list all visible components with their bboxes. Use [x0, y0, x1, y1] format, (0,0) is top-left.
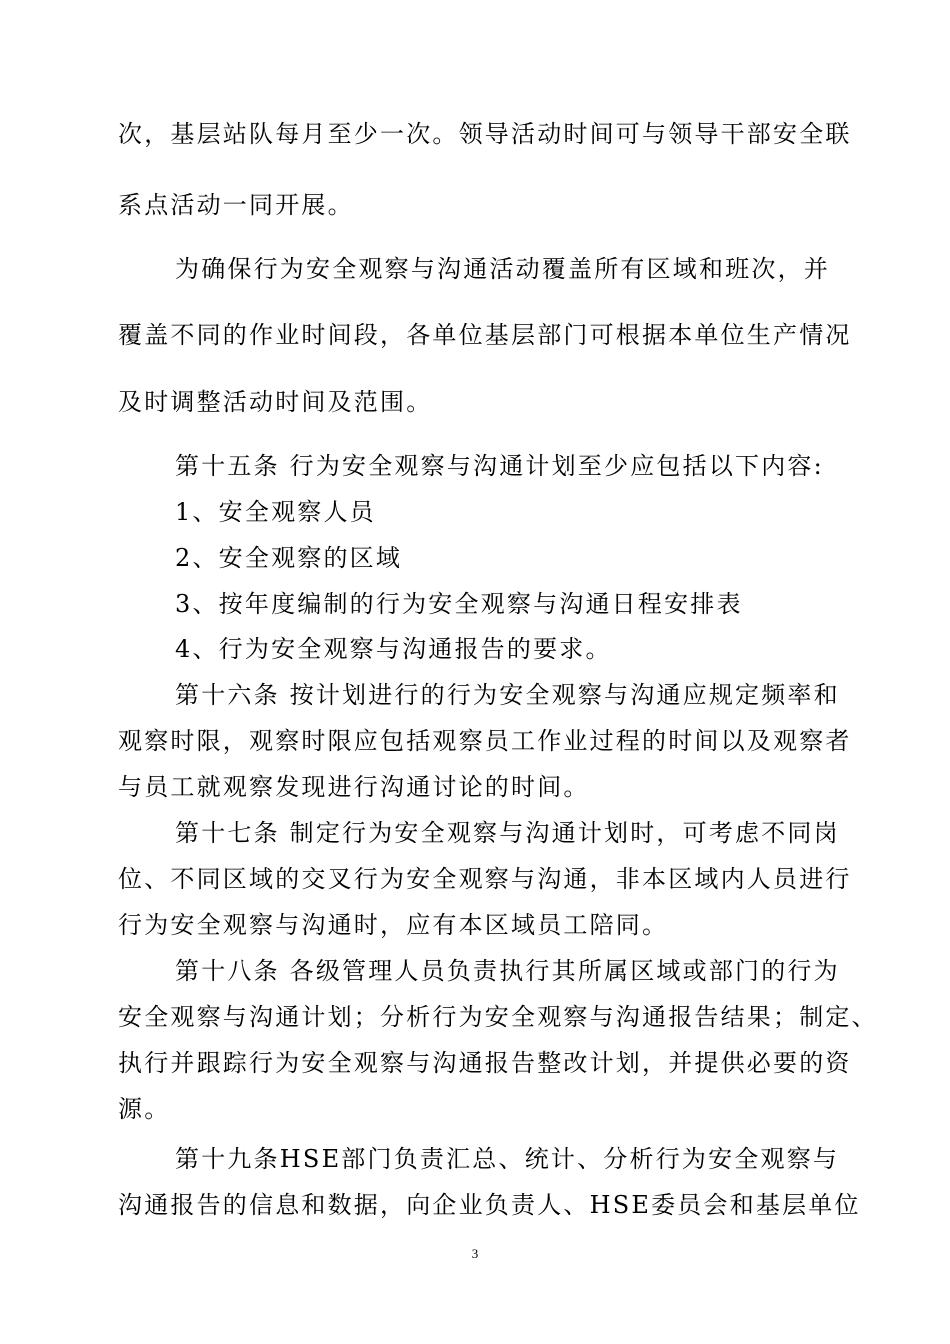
text-line: 安全观察与沟通计划；分析行为安全观察与沟通报告结果；制定、 [118, 1003, 878, 1031]
text-line: 源。 [118, 1095, 171, 1123]
text-line: 第十八条 各级管理人员负责执行其所属区域或部门的行为 [175, 957, 840, 985]
text-line: 第十六条 按计划进行的行为安全观察与沟通应规定频率和 [175, 681, 840, 709]
text-line: 第十五条 行为安全观察与沟通计划至少应包括以下内容: [175, 452, 824, 480]
text-line: 行为安全观察与沟通时，应有本区域员工陪同。 [118, 911, 669, 939]
text-line: 第十九条HSE部门负责汇总、统计、分析行为安全观察与 [175, 1145, 840, 1173]
text-line: 为确保行为安全观察与沟通活动覆盖所有区域和班次，并 [175, 255, 830, 283]
page-number: 3 [471, 1246, 479, 1261]
list-item: 2、安全观察的区域 [175, 544, 403, 572]
text-line: 执行并跟踪行为安全观察与沟通报告整改计划，并提供必要的资 [118, 1049, 852, 1077]
list-item: 3、按年度编制的行为安全观察与沟通日程安排表 [175, 590, 743, 618]
text-line: 及时调整活动时间及范围。 [118, 388, 433, 416]
list-item: 4、行为安全观察与沟通报告的要求。 [175, 635, 612, 663]
list-item: 1、安全观察人员 [175, 498, 376, 526]
text-line: 观察时限，观察时限应包括观察员工作业过程的时间以及观察者 [118, 727, 852, 755]
text-line: 第十七条 制定行为安全观察与沟通计划时，可考虑不同岗 [175, 819, 840, 847]
text-line: 与员工就观察发现进行沟通讨论的时间。 [118, 773, 590, 801]
text-line: 位、不同区域的交叉行为安全观察与沟通，非本区域内人员进行 [118, 865, 852, 893]
text-line: 覆盖不同的作业时间段，各单位基层部门可根据本单位生产情况 [118, 321, 852, 349]
text-line: 系点活动一同开展。 [118, 191, 354, 219]
text-line: 沟通报告的信息和数据，向企业负责人、HSE委员会和基层单位 [118, 1191, 861, 1219]
text-line: 次，基层站队每月至少一次。领导活动时间可与领导干部安全联 [118, 120, 852, 148]
